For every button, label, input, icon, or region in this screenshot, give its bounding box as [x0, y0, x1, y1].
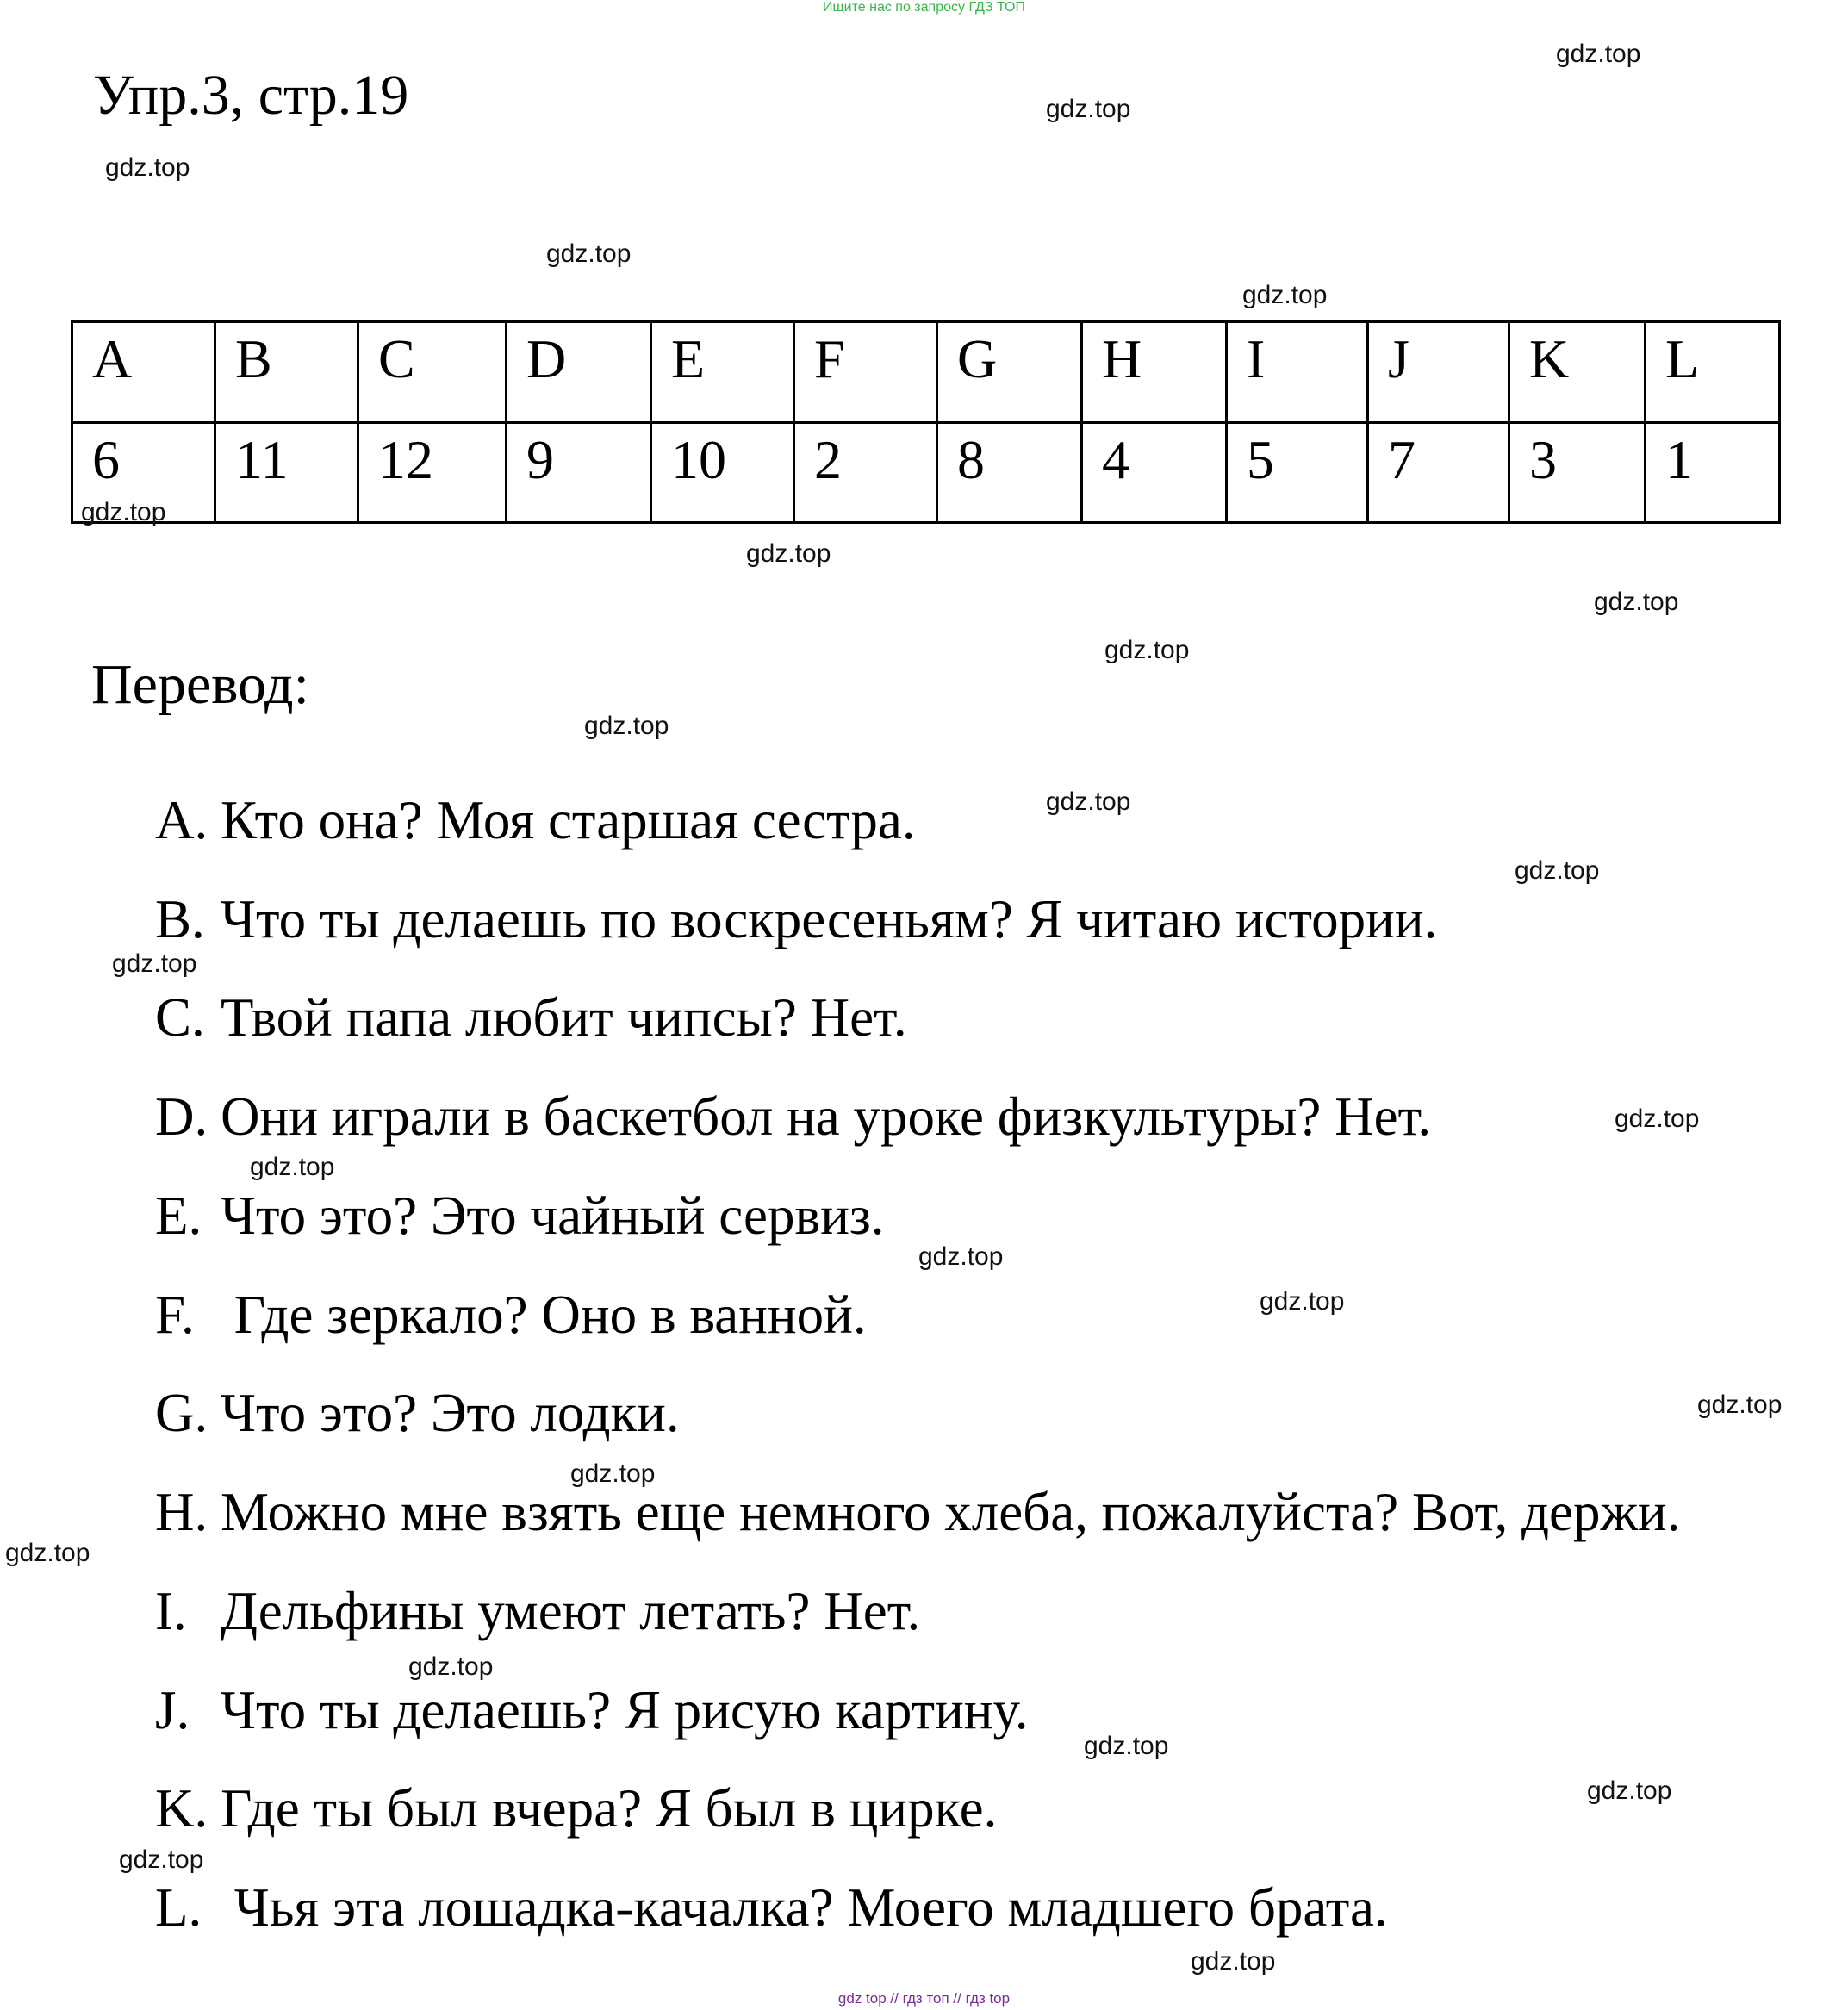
number-cell: 11: [215, 422, 358, 523]
watermark: gdz.top: [1191, 1947, 1276, 1976]
translation-text: Где зеркало? Оно в ванной.: [221, 1285, 867, 1345]
translation-item: [155, 885, 1835, 954]
watermark: gdz.top: [250, 1153, 335, 1181]
watermark: gdz.top: [1084, 1732, 1169, 1760]
number-cell: 8: [937, 422, 1082, 523]
number-cell: 12: [358, 422, 507, 523]
watermark: gdz.top: [1046, 95, 1131, 123]
translation-letter: A.: [155, 790, 208, 850]
translation-text: Они играли в баскетбол на уроке физкультуры? Нет.: [221, 1086, 1432, 1147]
translation-letter: L.: [155, 1877, 202, 1938]
number-cell: 1: [1646, 422, 1780, 523]
translation-letter: D.: [155, 1086, 208, 1147]
watermark: gdz.top: [746, 539, 831, 568]
translation-item: [155, 1577, 1835, 1646]
translation-text: Дельфины умеют летать? Нет.: [221, 1581, 921, 1641]
translation-item: [155, 786, 1835, 855]
letter-cell: I: [1227, 322, 1368, 423]
watermark: gdz.top: [408, 1652, 494, 1681]
translation-text: Что это? Это лодки.: [221, 1383, 680, 1443]
translation-letter: I.: [155, 1581, 187, 1641]
number-cell: 5: [1227, 422, 1368, 523]
translation-letter: J.: [155, 1680, 190, 1740]
translation-item: [155, 1774, 1835, 1843]
translation-letter: C.: [155, 987, 205, 1048]
numbers-row: [72, 422, 1780, 523]
letter-cell: C: [358, 322, 507, 423]
letter-cell: H: [1082, 322, 1227, 423]
letter-cell: G: [937, 322, 1082, 423]
letter-cell: J: [1368, 322, 1509, 423]
letter-cell: L: [1646, 322, 1780, 423]
number-cell: 2: [794, 422, 937, 523]
letter-cell: K: [1509, 322, 1646, 423]
translation-heading: Перевод:: [91, 653, 309, 716]
number-cell: 6: [72, 422, 215, 523]
translation-item: [155, 1181, 1835, 1250]
letter-cell: E: [651, 322, 794, 423]
top-banner: Ищите нас по запросу ГДЗ ТОП: [823, 0, 1025, 15]
watermark: gdz.top: [81, 498, 166, 526]
translation-text: Что ты делаешь по воскресеньям? Я читаю истории.: [221, 889, 1438, 949]
translation-letter: H.: [155, 1482, 208, 1542]
watermark: gdz.top: [1697, 1391, 1783, 1419]
watermark: gdz.top: [1615, 1105, 1700, 1133]
number-cell: 10: [651, 422, 794, 523]
translation-letter: K.: [155, 1778, 208, 1839]
answer-table: [71, 320, 1781, 524]
watermark: gdz.top: [1594, 588, 1679, 616]
translation-item: [155, 983, 1835, 1052]
translation-item: [155, 1378, 1835, 1447]
page-title: Упр.3, стр.19: [93, 64, 409, 127]
watermark: gdz.top: [1587, 1777, 1672, 1805]
watermark: gdz.top: [1515, 856, 1600, 885]
watermark: gdz.top: [112, 949, 197, 978]
watermark: gdz.top: [5, 1539, 90, 1567]
number-cell: 4: [1082, 422, 1227, 523]
translation-item: [155, 1082, 1835, 1151]
watermark: gdz.top: [1242, 281, 1328, 309]
watermark: gdz.top: [918, 1242, 1004, 1271]
letter-cell: A: [72, 322, 215, 423]
bottom-banner: gdz top // гдз топ // гдз top: [837, 1990, 1011, 2007]
translation-text: Кто она? Моя старшая сестра.: [221, 790, 916, 850]
letter-cell: D: [507, 322, 651, 423]
number-cell: 3: [1509, 422, 1646, 523]
watermark: gdz.top: [584, 712, 669, 740]
translation-text: Что это? Это чайный сервиз.: [221, 1185, 885, 1246]
watermark: gdz.top: [546, 240, 632, 268]
watermark: gdz.top: [1260, 1287, 1345, 1316]
translation-text: Где ты был вчера? Я был в цирке.: [221, 1778, 998, 1839]
watermark: gdz.top: [1104, 636, 1190, 664]
watermark: gdz.top: [1046, 787, 1131, 816]
translation-letter: E.: [155, 1185, 202, 1246]
translation-item: [155, 1478, 1835, 1546]
letter-cell: F: [794, 322, 937, 423]
translation-letter: F.: [155, 1285, 195, 1345]
letter-cell: B: [215, 322, 358, 423]
translation-text: Что ты делаешь? Я рисую картину.: [221, 1680, 1029, 1740]
translation-item: [155, 1676, 1835, 1745]
translation-letter: G.: [155, 1383, 208, 1443]
translation-item: [155, 1873, 1835, 1942]
translation-item: [155, 1280, 1835, 1349]
translation-text: Твой папа любит чипсы? Нет.: [221, 987, 907, 1048]
watermark: gdz.top: [105, 153, 190, 182]
watermark: gdz.top: [1556, 40, 1641, 68]
number-cell: 7: [1368, 422, 1509, 523]
number-cell: 9: [507, 422, 651, 523]
translation-letter: B.: [155, 889, 205, 949]
letters-row: [72, 322, 1780, 423]
watermark: gdz.top: [119, 1845, 204, 1874]
translation-text: Можно мне взять еще немного хлеба, пожалуйста? Вот, держи.: [221, 1482, 1681, 1542]
watermark: gdz.top: [570, 1459, 656, 1488]
translation-text: Чья эта лошадка-качалка? Моего младшего брата.: [221, 1877, 1388, 1938]
